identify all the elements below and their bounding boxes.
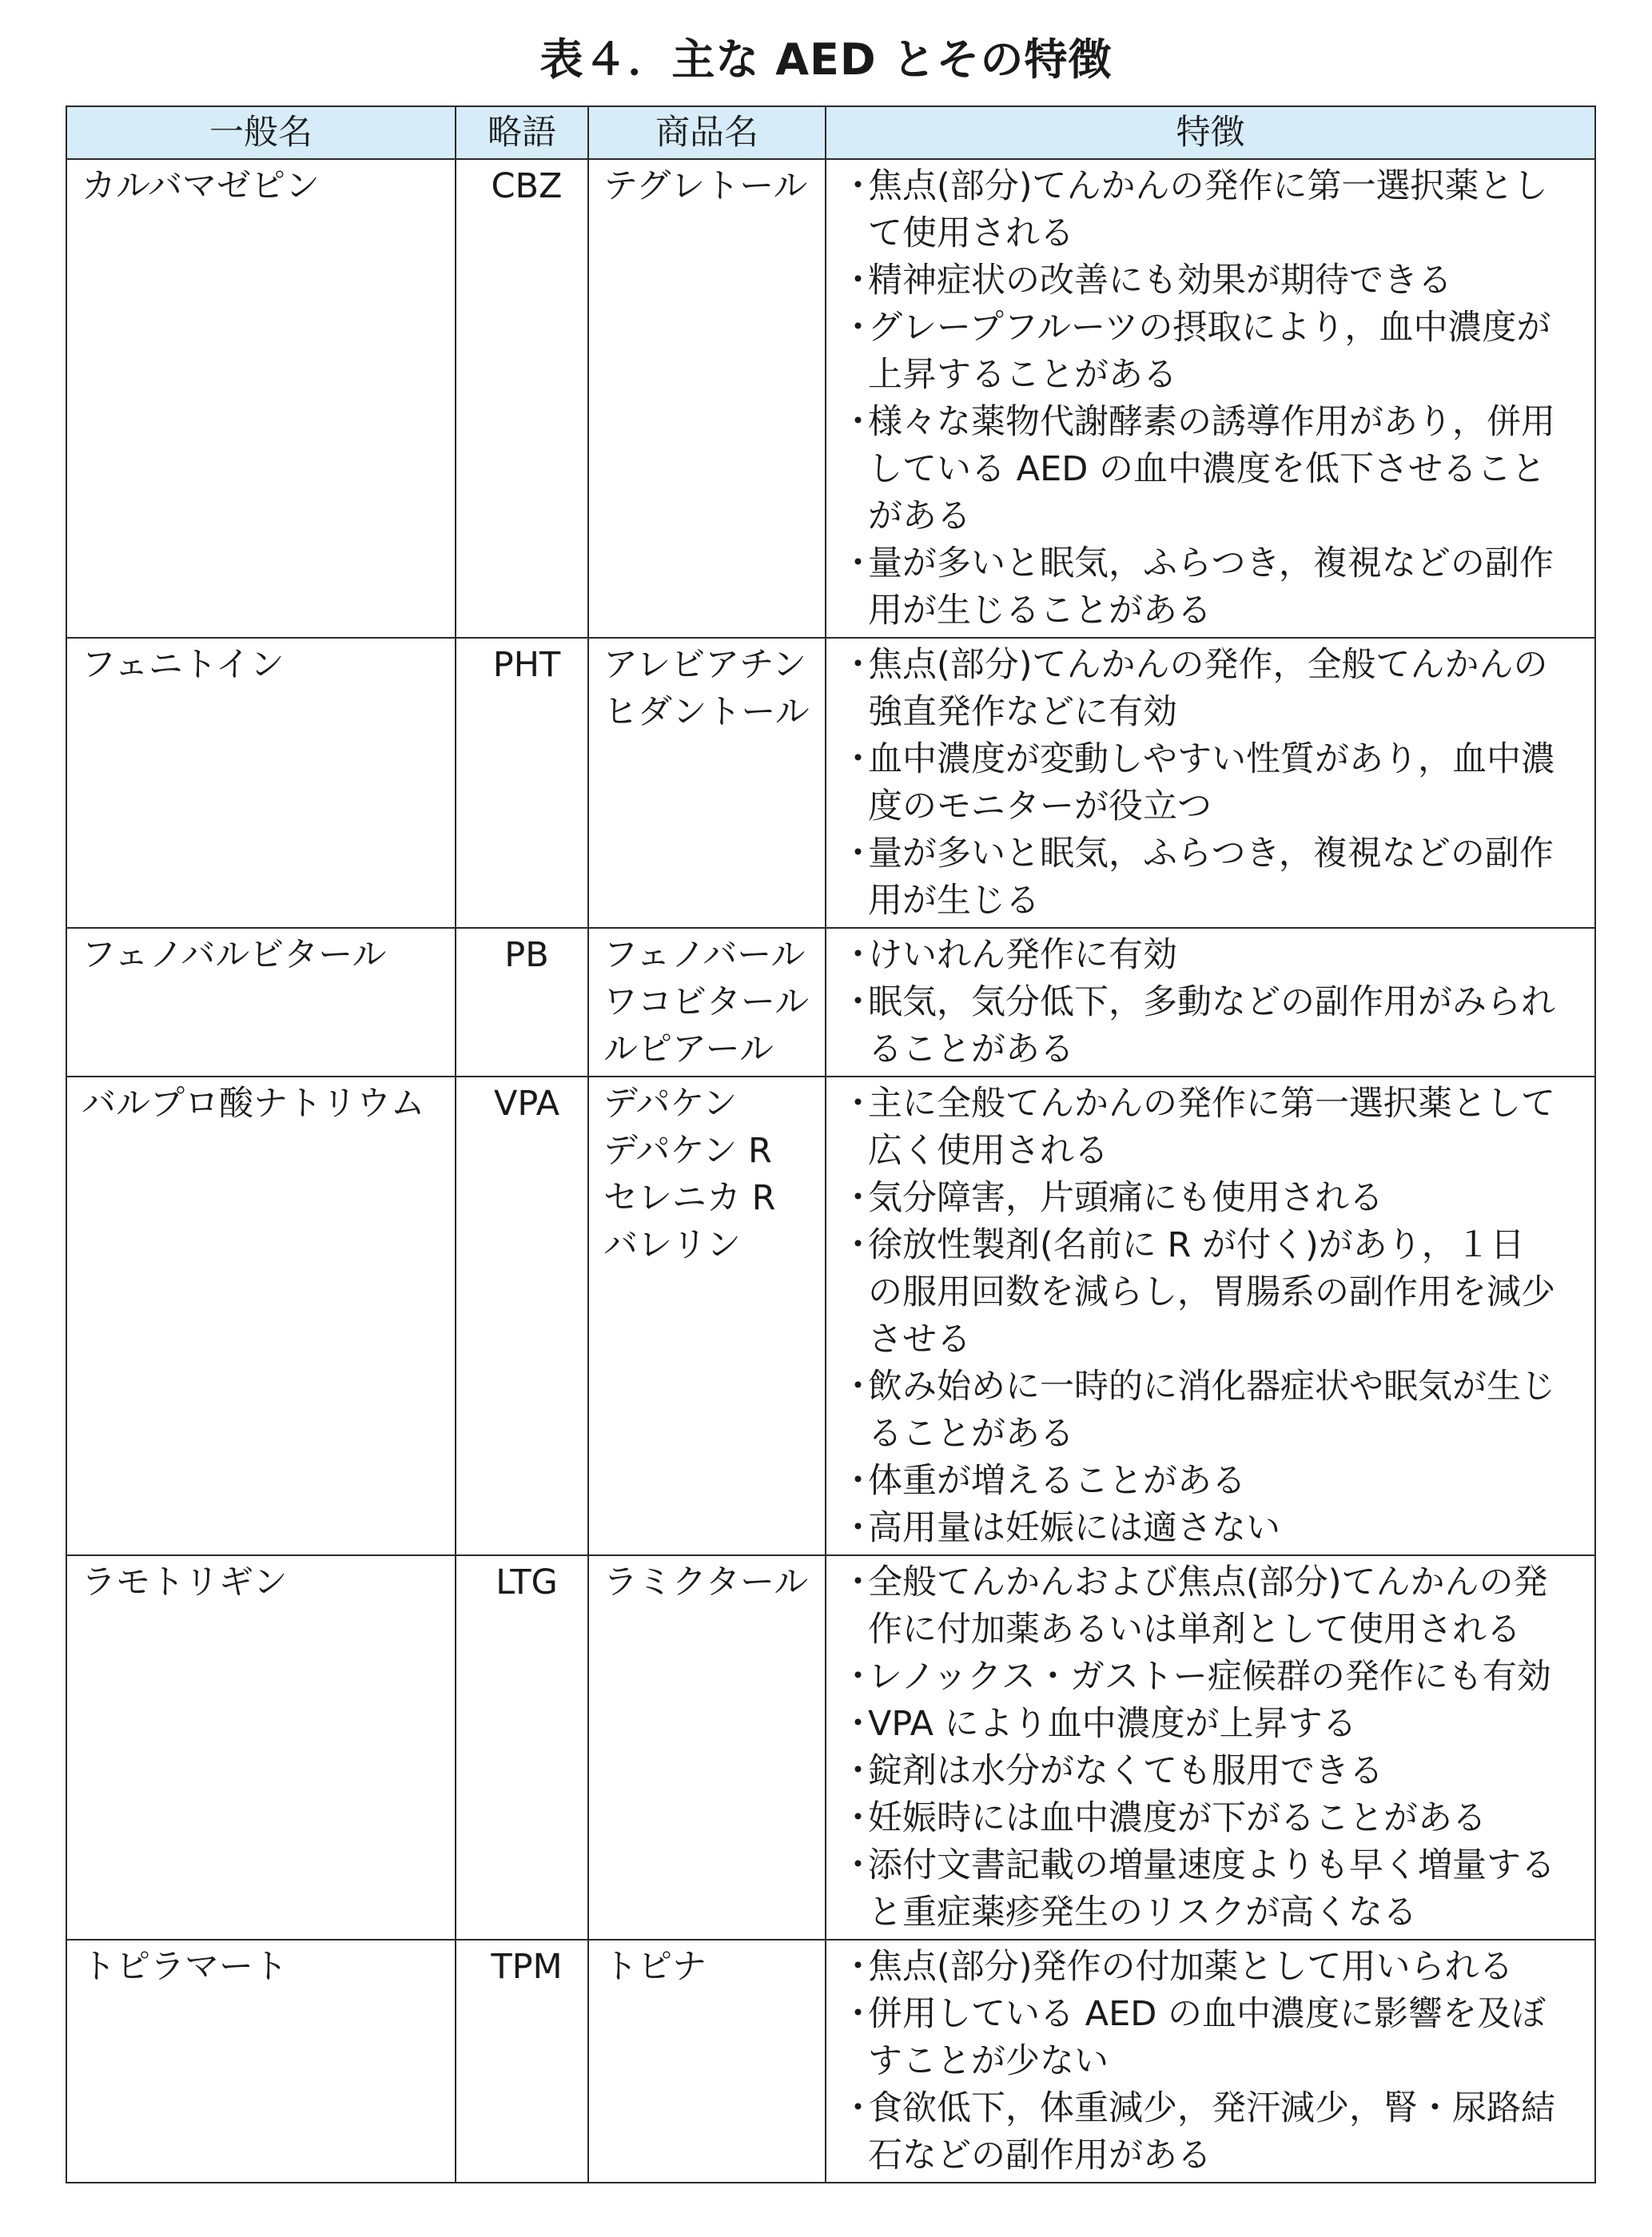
generic-name-cell xyxy=(66,1940,456,2183)
features-cell xyxy=(826,1940,1595,2183)
feature-text xyxy=(868,1944,1514,1991)
header-abbreviation: 略語 xyxy=(456,106,588,159)
bullet-mark: ・ xyxy=(841,935,875,975)
feature-line: 錠剤は水分がなくても服用できる xyxy=(868,1751,1383,1791)
abbreviation: VPA xyxy=(493,1084,559,1124)
feature-line: している AED の血中濃度を低下させること xyxy=(868,449,1547,489)
feature-line: 石などの副作用がある xyxy=(868,2135,1212,2175)
bullet-mark: ・ xyxy=(841,1845,875,1885)
bullet-mark: ・ xyxy=(841,308,875,348)
feature-item xyxy=(841,1458,1590,1505)
feature-item xyxy=(841,1175,1590,1222)
bullet-mark: ・ xyxy=(841,1657,875,1697)
generic-name: フェニトイン xyxy=(82,645,285,685)
bullet-mark: ・ xyxy=(841,1798,875,1838)
bullet-mark: ・ xyxy=(841,1367,875,1407)
header-row xyxy=(66,106,1595,159)
feature-line: 作に付加薬あるいは単剤として使用される xyxy=(868,1610,1521,1650)
brand-name: デパケン xyxy=(603,1084,738,1124)
feature-text xyxy=(868,1795,1487,1842)
feature-text xyxy=(868,1081,1555,1175)
feature-item xyxy=(841,1944,1590,1991)
feature-item xyxy=(841,2085,1590,2179)
bullet-mark: ・ xyxy=(841,1562,875,1602)
header-brand-name: 商品名 xyxy=(588,106,826,159)
feature-item xyxy=(841,1559,1590,1654)
feature-line: 食欲低下，体重減少，発汗減少，腎・尿路結 xyxy=(868,2088,1555,2128)
bullet-mark: ・ xyxy=(841,1178,875,1218)
table-row xyxy=(66,159,1595,638)
feature-line: 焦点(部分)てんかんの発作，全般てんかんの xyxy=(868,645,1548,685)
feature-line: て使用される xyxy=(868,213,1074,253)
feature-item xyxy=(841,1081,1590,1175)
abbreviation-cell xyxy=(456,638,588,928)
feature-text xyxy=(868,932,1177,979)
feature-line: 用が生じることがある xyxy=(868,591,1212,631)
abbreviation-cell xyxy=(456,928,588,1077)
feature-text xyxy=(868,1842,1555,1936)
table-body xyxy=(66,159,1595,2183)
feature-line: けいれん発作に有効 xyxy=(868,935,1177,975)
feature-item xyxy=(841,257,1590,305)
bullet-mark: ・ xyxy=(841,1508,875,1548)
brand-name: アレビアチン xyxy=(603,645,807,685)
generic-name-cell xyxy=(66,928,456,1077)
aed-table xyxy=(66,105,1596,2183)
feature-item xyxy=(841,1222,1590,1363)
feature-line: 上昇することがある xyxy=(868,355,1177,395)
table-row xyxy=(66,928,1595,1077)
header-generic-name: 一般名 xyxy=(66,106,456,159)
bullet-mark: ・ xyxy=(841,1751,875,1791)
bullet-mark: ・ xyxy=(841,739,875,779)
generic-name: バルプロ酸ナトリウム xyxy=(82,1084,425,1124)
features-cell xyxy=(826,159,1595,638)
feature-line: 精神症状の改善にも効果が期待できる xyxy=(868,261,1452,301)
abbreviation-cell xyxy=(456,1940,588,2183)
bullet-mark: ・ xyxy=(841,645,875,685)
bullet-mark: ・ xyxy=(841,982,875,1022)
feature-text xyxy=(868,1363,1555,1458)
feature-item xyxy=(841,830,1590,925)
bullet-mark: ・ xyxy=(841,166,875,206)
bullet-mark: ・ xyxy=(841,402,875,442)
feature-line: 添付文書記載の増量速度よりも早く増量する xyxy=(868,1845,1555,1885)
generic-name-cell xyxy=(66,638,456,928)
table-row xyxy=(66,1555,1595,1940)
bullet-mark: ・ xyxy=(841,1225,875,1265)
brand-name: ヒダントール xyxy=(603,692,810,732)
feature-line: がある xyxy=(868,496,971,536)
abbreviation-cell xyxy=(456,159,588,638)
feature-text xyxy=(868,1222,1555,1363)
brand-name: バレリン xyxy=(603,1225,741,1265)
feature-text xyxy=(868,2085,1555,2179)
feature-line: 様々な薬物代謝酵素の誘導作用があり，併用 xyxy=(868,402,1555,442)
table-title: 表４．主な AED とその特徴 xyxy=(539,34,1113,85)
feature-item xyxy=(841,932,1590,979)
feature-line: 用が生じる xyxy=(868,881,1040,921)
feature-line: レノックス・ガストー症候群の発作にも有効 xyxy=(868,1657,1551,1697)
bullet-mark: ・ xyxy=(841,1994,875,2034)
brand-name: ルピアール xyxy=(603,1029,774,1069)
brand-name: ワコビタール xyxy=(603,982,810,1022)
feature-item xyxy=(841,1701,1590,1748)
feature-item xyxy=(841,1363,1590,1458)
bullet-mark: ・ xyxy=(841,834,875,874)
feature-item xyxy=(841,540,1590,635)
feature-line: 広く使用される xyxy=(868,1131,1109,1171)
feature-line: の服用回数を減らし，胃腸系の副作用を減少 xyxy=(868,1272,1555,1312)
generic-name-cell xyxy=(66,1077,456,1555)
brand-names-cell xyxy=(588,928,826,1077)
feature-line: グレープフルーツの摂取により，血中濃度が xyxy=(868,308,1551,348)
feature-line: 飲み始めに一時的に消化器症状や眠気が生じ xyxy=(868,1367,1555,1407)
abbreviation-cell xyxy=(456,1555,588,1940)
feature-line: 度のモニターが役立つ xyxy=(868,786,1212,826)
feature-text xyxy=(868,1559,1548,1654)
feature-text xyxy=(868,830,1554,925)
feature-item xyxy=(841,1991,1590,2085)
feature-text xyxy=(868,1654,1551,1701)
header-features: 特徴 xyxy=(826,106,1595,159)
bullet-mark: ・ xyxy=(841,261,875,301)
feature-line: ることがある xyxy=(868,1029,1074,1069)
feature-line: ることがある xyxy=(868,1414,1074,1454)
feature-line: 焦点(部分)発作の付加薬として用いられる xyxy=(868,1947,1514,1987)
brand-name: セレニカ R xyxy=(603,1178,776,1218)
feature-text xyxy=(868,163,1548,257)
feature-text xyxy=(868,1175,1383,1222)
brand-names-cell xyxy=(588,1555,826,1940)
feature-item xyxy=(841,1795,1590,1842)
generic-name: ラモトリギン xyxy=(82,1562,288,1602)
feature-item xyxy=(841,399,1590,540)
features-cell xyxy=(826,1077,1595,1555)
feature-text xyxy=(868,305,1550,399)
feature-text xyxy=(868,399,1555,540)
feature-item xyxy=(841,642,1590,736)
feature-line: 併用している AED の血中濃度に影響を及ぼ xyxy=(868,1994,1547,2034)
feature-line: 強直発作などに有効 xyxy=(868,692,1177,732)
abbreviation-cell xyxy=(456,1077,588,1555)
feature-text xyxy=(868,1701,1357,1748)
feature-text xyxy=(868,1748,1383,1795)
feature-line: 焦点(部分)てんかんの発作に第一選択薬とし xyxy=(868,166,1548,206)
feature-text xyxy=(868,540,1554,635)
generic-name: フェノバルビタール xyxy=(82,935,387,975)
generic-name: トピラマート xyxy=(82,1947,288,1987)
feature-line: 血中濃度が変動しやすい性質があり，血中濃 xyxy=(868,739,1555,779)
generic-name-cell xyxy=(66,159,456,638)
feature-line: 量が多いと眠気，ふらつき，複視などの副作 xyxy=(868,834,1554,874)
table-row xyxy=(66,638,1595,928)
feature-line: 体重が増えることがある xyxy=(868,1461,1246,1501)
abbreviation: PB xyxy=(504,935,549,975)
table-row xyxy=(66,1077,1595,1555)
brand-names-cell xyxy=(588,159,826,638)
feature-text xyxy=(868,1991,1546,2085)
bullet-mark: ・ xyxy=(841,543,875,583)
feature-text xyxy=(868,1505,1280,1552)
brand-names-cell xyxy=(588,1940,826,2183)
brand-names-cell xyxy=(588,638,826,928)
feature-line: すことが少ない xyxy=(868,2041,1109,2081)
feature-line: 全般てんかんおよび焦点(部分)てんかんの発 xyxy=(868,1562,1548,1602)
feature-line: 徐放性製剤(名前に R が付く)があり，１日 xyxy=(868,1225,1525,1265)
table-row xyxy=(66,1940,1595,2183)
abbreviation: PHT xyxy=(492,645,561,685)
bullet-mark: ・ xyxy=(841,1947,875,1987)
features-cell xyxy=(826,638,1595,928)
abbreviation: CBZ xyxy=(491,166,563,206)
feature-line: VPA により血中濃度が上昇する xyxy=(868,1704,1357,1744)
table-header xyxy=(66,106,1595,159)
feature-line: と重症薬疹発生のリスクが高くなる xyxy=(868,1893,1418,1932)
generic-name: カルバマゼピン xyxy=(82,166,320,206)
feature-item xyxy=(841,1842,1590,1936)
brand-names-cell xyxy=(588,1077,826,1555)
brand-name: デパケン R xyxy=(603,1131,772,1171)
feature-text xyxy=(868,736,1555,830)
feature-line: 主に全般てんかんの発作に第一選択薬として xyxy=(868,1084,1555,1124)
feature-text xyxy=(868,257,1452,305)
bullet-mark: ・ xyxy=(841,1461,875,1501)
bullet-mark: ・ xyxy=(841,1084,875,1124)
brand-name: テグレトール xyxy=(603,166,808,206)
feature-line: 眠気，気分低下，多動などの副作用がみられ xyxy=(868,982,1555,1022)
feature-text xyxy=(868,979,1555,1073)
feature-item xyxy=(841,163,1590,257)
feature-item xyxy=(841,1505,1590,1552)
bullet-mark: ・ xyxy=(841,2088,875,2128)
feature-item xyxy=(841,1654,1590,1701)
feature-line: 妊娠時には血中濃度が下がることがある xyxy=(868,1798,1487,1838)
feature-text xyxy=(868,642,1548,736)
feature-item xyxy=(841,736,1590,830)
abbreviation: TPM xyxy=(491,1947,563,1987)
abbreviation: LTG xyxy=(496,1562,558,1602)
bullet-mark: ・ xyxy=(841,1704,875,1744)
feature-line: させる xyxy=(868,1320,971,1359)
brand-name: フェノバール xyxy=(603,935,806,975)
feature-line: 気分障害，片頭痛にも使用される xyxy=(868,1178,1383,1218)
feature-item xyxy=(841,1748,1590,1795)
features-cell xyxy=(826,1555,1595,1940)
generic-name-cell xyxy=(66,1555,456,1940)
feature-text xyxy=(868,1458,1246,1505)
feature-item xyxy=(841,979,1590,1073)
feature-line: 量が多いと眠気，ふらつき，複視などの副作 xyxy=(868,543,1554,583)
feature-item xyxy=(841,305,1590,399)
brand-name: トピナ xyxy=(603,1947,707,1987)
features-cell xyxy=(826,928,1595,1077)
brand-name: ラミクタール xyxy=(603,1562,809,1602)
feature-line: 高用量は妊娠には適さない xyxy=(868,1508,1280,1548)
